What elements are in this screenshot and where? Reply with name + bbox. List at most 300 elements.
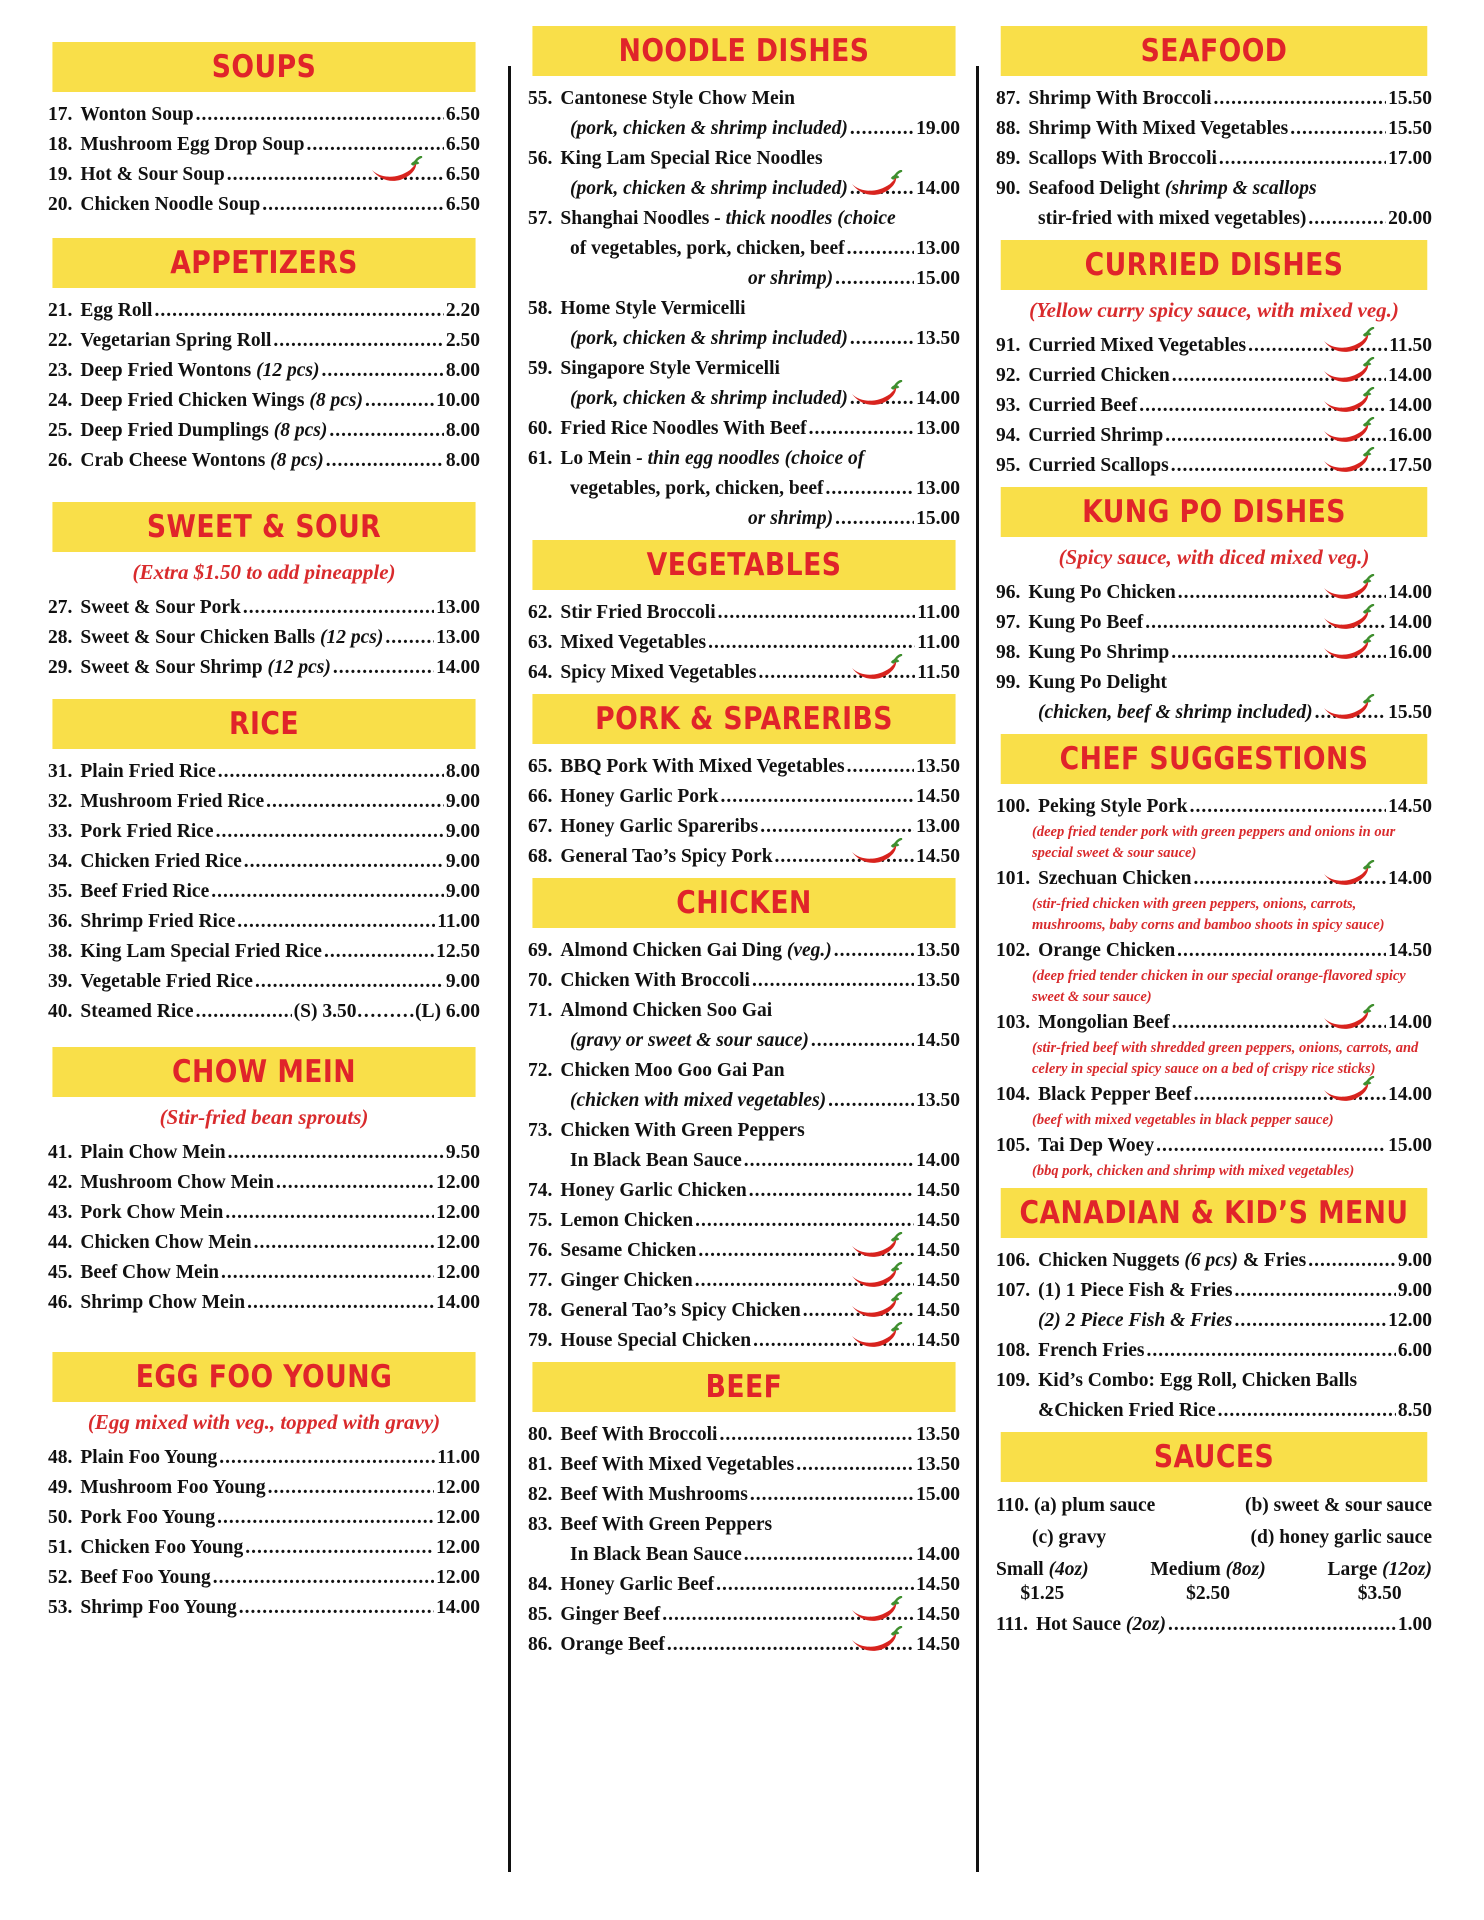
menu-item [48,757,480,787]
item-row [528,1510,960,1540]
size-price: $2.50 [1186,1583,1230,1604]
menu-item [528,1510,960,1570]
item-name [560,444,864,474]
item-price: 14.00 [436,1292,480,1313]
item-name-text: Honey Garlic Chicken [560,1180,747,1201]
item-number: 60. [528,418,553,439]
item-price: 16.00 [1388,425,1432,446]
section-seafood [996,26,1432,234]
item-price: 17.50 [1388,455,1432,476]
section-soups [48,42,480,220]
chili-pepper-icon [1322,694,1376,724]
size-label [1327,1558,1432,1582]
menu-column-2 [528,26,960,1666]
item-detail: (chicken, beef & shrimp included) [1038,702,1313,723]
section-header [528,694,960,744]
item-name [560,996,772,1026]
item-name-text: Chicken Foo Young [80,1537,244,1558]
item-row [48,1593,480,1623]
item-price: 8.00 [445,420,480,441]
menu-item [528,1480,960,1510]
section-title: VEGETABLES [532,540,955,590]
item-name-text: Chicken With Green Peppers [560,1120,805,1141]
item-price: 20.00 [1388,208,1432,229]
menu-item [48,446,480,476]
menu-item [996,864,1432,936]
item-price: 8.00 [445,761,480,782]
menu-item [528,752,960,782]
item-name [560,936,831,966]
item-detail: (pork, chicken & shrimp included) [570,178,848,199]
item-number: 97. [996,612,1021,633]
section-header [996,487,1432,537]
size-name: Large [1327,1559,1378,1580]
menu-item [996,1131,1432,1182]
item-number: 89. [996,148,1021,169]
item-price: 15.00 [916,268,960,289]
menu-item [48,1473,480,1503]
leader-dots [324,937,434,967]
item-row [48,1168,480,1198]
item-number: 105. [996,1135,1031,1156]
item-number: 68. [528,846,553,867]
item-name-text: Curried Beef [1028,395,1138,416]
item-continuation [528,1026,960,1056]
section-vegetables [528,540,960,688]
item-row [996,1366,1432,1396]
item-row [996,792,1432,822]
menu-items [48,757,480,1027]
menu-items [996,84,1432,234]
item-name-text: Curried Shrimp [1028,425,1164,446]
item-price: 14.50 [916,1180,960,1201]
menu-item [996,792,1432,864]
item-note: (8 pcs) [273,420,328,441]
item-name-text: Almond Chicken Gai Ding [560,940,782,961]
item-continuation [528,1086,960,1116]
item-row [528,1630,960,1660]
item-number: 29. [48,657,73,678]
item-name [80,1168,274,1198]
item-row [48,997,480,1027]
item-name [560,1056,784,1086]
item-name [80,296,152,326]
menu-item [48,160,480,190]
item-name-text: Tai Dep Woey [1038,1135,1155,1156]
menu-item [48,1258,480,1288]
item-number: 31. [48,761,73,782]
item-price: 6.50 [445,134,480,155]
item-name [1028,144,1217,174]
section-header [996,26,1432,76]
item-price: 1.00 [1397,1614,1432,1635]
section-header [528,1362,960,1412]
chili-pepper-icon [1322,357,1376,387]
item-name [560,752,844,782]
chili-pepper-icon [850,1596,904,1626]
leader-dots [1146,1336,1395,1366]
section-title: CHICKEN [532,878,955,928]
leader-dots [221,1258,434,1288]
item-number: 55. [528,88,553,109]
item-note: - thick noodles (choice [714,208,896,229]
item-number: 87. [996,88,1021,109]
item-row [48,653,480,683]
item-number: 39. [48,971,73,992]
item-price: 9.00 [1397,1280,1432,1301]
item-row [996,1080,1432,1110]
item-name-text: Curried Chicken [1028,365,1170,386]
item-name-text: Fried Rice Noodles With Beef [560,418,807,439]
chili-pepper-icon [850,1232,904,1262]
item-detail: (pork, chicken & shrimp included) [570,118,848,139]
menu-item [996,144,1432,174]
item-name [560,294,745,324]
chili-pepper-icon [850,380,904,410]
item-name-text: Pork Foo Young [80,1507,216,1528]
item-name [1028,361,1169,391]
menu-item [48,967,480,997]
menu-item [528,414,960,444]
item-name [560,842,772,872]
item-continuation [528,1146,960,1176]
section-title: CHOW MEIN [52,1047,475,1097]
section-sauces [996,1432,1432,1640]
section-title: EGG FOO YOUNG [52,1352,475,1402]
sauce-a: (a) plum sauce [1033,1495,1156,1516]
size-name: Medium [1150,1559,1221,1580]
menu-item [996,114,1432,144]
menu-item [528,936,960,966]
leader-dots [796,1450,914,1480]
item-price: 11.50 [917,662,960,683]
item-name [80,1198,223,1228]
menu-items [528,1420,960,1660]
menu-item [48,1288,480,1318]
item-row [996,1610,1432,1640]
item-price: 15.00 [916,508,960,529]
item-name [560,1450,794,1480]
section-chow-mein [48,1047,480,1318]
item-name-text: Steamed Rice [80,1001,194,1022]
section-header [48,502,480,552]
item-row [996,638,1432,668]
menu-column-1 [48,26,480,1629]
item-number: 44. [48,1232,73,1253]
item-name-text: Chicken Chow Mein [80,1232,252,1253]
item-row [996,144,1432,174]
item-price: 12.00 [436,1172,480,1193]
leader-dots [835,264,914,294]
item-name-text: Pork Fried Rice [80,821,214,842]
item-detail: In Black Bean Sauce [570,1544,742,1565]
section-title: APPETIZERS [52,238,475,288]
item-name [80,416,327,446]
item-price: 13.50 [916,328,960,349]
menu-item [528,1326,960,1356]
item-name [80,1228,251,1258]
item-row [48,356,480,386]
item-name [1038,1080,1191,1110]
item-row [48,1258,480,1288]
item-name-text: Chicken Nuggets [1038,1250,1180,1271]
menu-items [48,1443,480,1623]
item-price: 14.00 [1388,1012,1432,1033]
leader-dots [213,1563,434,1593]
item-price: 14.50 [1388,796,1432,817]
item-price: 14.00 [916,388,960,409]
item-name [80,653,330,683]
item-price: 14.50 [916,1240,960,1261]
leader-dots [273,326,443,356]
item-price: 13.00 [436,627,480,648]
item-price: 8.00 [445,360,480,381]
item-row [48,326,480,356]
item-number: 50. [48,1507,73,1528]
item-price: 14.50 [916,1300,960,1321]
item-row [528,1420,960,1450]
item-number: 56. [528,148,553,169]
leader-dots [1219,144,1386,174]
item-number: 103. [996,1012,1031,1033]
item-description: (stir-fried chicken with green peppers, onions, carrots, mushrooms, baby corns and bamboo shoots in spicy sauce) [1032,896,1385,933]
item-row [996,174,1432,204]
sauce-size [1327,1558,1432,1606]
item-price: 13.00 [916,418,960,439]
item-name-text: Vegetarian Spring Roll [80,330,272,351]
item-name [80,1258,219,1288]
item-row [48,1563,480,1593]
item-number: 33. [48,821,73,842]
chili-pepper-icon [1322,634,1376,664]
sauce-size [1150,1558,1265,1606]
item-detail: (2) 2 Piece Fish & Fries [1038,1310,1233,1331]
menu-items [48,593,480,683]
leader-dots [329,416,444,446]
item-price: 11.00 [437,1447,480,1468]
item-name [560,1600,660,1630]
item-name [80,386,363,416]
section-header [48,1047,480,1097]
item-number: 71. [528,1000,553,1021]
item-name-text: Sweet & Sour Pork [80,597,241,618]
item-row [48,847,480,877]
leader-dots [1235,1276,1396,1306]
item-name-text: Beef With Mushrooms [560,1484,748,1505]
chili-pepper-icon [1322,1076,1376,1106]
item-detail: (chicken with mixed vegetables) [570,1090,827,1111]
item-name-text: Scallops With Broccoli [1028,148,1217,169]
menu-item [528,204,960,294]
leader-dots [828,1086,914,1116]
item-price: 14.50 [916,1210,960,1231]
item-continuation [528,504,960,534]
item-name [560,782,718,812]
item-name [1036,1610,1166,1640]
leader-dots [811,1026,914,1056]
item-name-text: Peking Style Pork [1038,796,1188,817]
item-number: 93. [996,395,1021,416]
item-number: 99. [996,672,1021,693]
section-kids [996,1188,1432,1426]
menu-item [48,593,480,623]
item-name [80,907,235,937]
item-price: 2.20 [445,300,480,321]
item-row [996,1131,1432,1161]
item-price: 13.50 [916,1090,960,1111]
item-name-text: Singapore Style Vermicelli [560,358,780,379]
menu-item [528,1450,960,1480]
menu-item [528,294,960,354]
item-detail: or shrimp) [748,268,834,289]
section-curried [996,240,1432,481]
item-note: (shrimp & scallops [1164,178,1317,199]
item-price: 14.00 [1388,868,1432,889]
item-price: 14.50 [916,1574,960,1595]
leader-dots [321,356,443,386]
item-row [528,966,960,996]
leader-dots [228,1138,444,1168]
leader-dots [1234,1306,1386,1336]
leader-dots [744,1146,914,1176]
item-price: 12.00 [436,1232,480,1253]
item-price: 9.00 [445,881,480,902]
item-number: 79. [528,1330,553,1351]
item-price: 6.50 [445,104,480,125]
item-name-text: Hot & Sour Soup [80,164,225,185]
item-name-text: Mushroom Foo Young [80,1477,266,1498]
item-name-text: Orange Beef [560,1634,665,1655]
item-name-text: Shrimp Foo Young [80,1597,237,1618]
item-row [48,877,480,907]
item-price: 14.50 [916,1634,960,1655]
item-number: 109. [996,1370,1031,1391]
section-rice [48,699,480,1027]
menu-item [996,451,1432,481]
chili-pepper-icon [1322,604,1376,634]
item-price: 9.00 [445,791,480,812]
item-name-text: Shrimp With Mixed Vegetables [1028,118,1289,139]
item-price: 12.00 [436,1477,480,1498]
item-row [996,1276,1432,1306]
item-number: 23. [48,360,73,381]
item-price: 6.50 [445,194,480,215]
menu-item [996,174,1432,234]
section-sweet-sour [48,502,480,683]
item-name-text: Plain Chow Mein [80,1142,226,1163]
section-title: BEEF [532,1362,955,1412]
item-price: 9.00 [445,821,480,842]
item-continuation [528,474,960,504]
item-name [560,1236,696,1266]
menu-item [48,386,480,416]
menu-item [48,997,480,1027]
menu-item [996,1246,1432,1276]
item-number: 76. [528,1240,553,1261]
item-price: 12.50 [436,941,480,962]
item-row [48,296,480,326]
item-number: 22. [48,330,73,351]
item-row [48,1138,480,1168]
menu-item [996,638,1432,668]
menu-item [528,1630,960,1660]
item-row [528,996,960,1026]
item-row [996,864,1432,894]
item-number: 49. [48,1477,73,1498]
menu-item [996,668,1432,728]
item-number: 26. [48,450,73,471]
item-name-text: Kung Po Delight [1028,672,1168,693]
item-name [1028,668,1167,698]
menu-item [48,190,480,220]
item-detail: In Black Bean Sauce [570,1150,742,1171]
section-header [996,734,1432,784]
item-row [528,204,960,234]
menu-item [48,296,480,326]
section-beef [528,1362,960,1660]
item-name [560,1266,692,1296]
sauce-b: (b) sweet & sour sauce [1244,1495,1432,1516]
item-number: 88. [996,118,1021,139]
item-name [560,812,758,842]
leader-dots [244,847,444,877]
leader-dots [154,296,443,326]
sauce-number: 110. [996,1495,1030,1516]
item-row [528,658,960,688]
leader-dots [326,446,444,476]
item-number: 100. [996,796,1031,817]
leader-dots [243,593,434,623]
item-row [48,757,480,787]
item-continuation [528,324,960,354]
item-row [48,190,480,220]
menu-items [996,331,1432,481]
item-name [1028,84,1211,114]
item-name [560,598,715,628]
chili-pepper-icon [1322,327,1376,357]
menu-item [996,1008,1432,1080]
leader-dots [237,907,435,937]
menu-items [528,598,960,688]
item-name [80,593,241,623]
leader-dots [825,474,914,504]
item-name-text: Home Style Vermicelli [560,298,746,319]
menu-item [528,1056,960,1116]
chili-pepper-icon [850,838,904,868]
item-price: 13.50 [916,1424,960,1445]
item-name-text: Mushroom Egg Drop Soup [80,134,305,155]
item-row [528,1450,960,1480]
menu-items [996,1246,1432,1426]
section-note: (Spicy sauce, with diced mixed veg.) [1058,545,1370,569]
menu-item [528,658,960,688]
item-number: 74. [528,1180,553,1201]
size-price: $3.50 [1357,1583,1402,1604]
item-name [560,414,806,444]
item-name [80,877,209,907]
menu-item [48,937,480,967]
item-number: 21. [48,300,73,321]
item-name-text: Chicken Fried Rice [80,851,242,872]
leader-dots [749,1176,914,1206]
item-name-text: Ginger Chicken [560,1270,693,1291]
item-price: 11.50 [1389,335,1432,356]
item-name [80,757,215,787]
menu-item [528,996,960,1056]
item-number: 94. [996,425,1021,446]
item-description: (beef with mixed vegetables in black pepper sauce) [1032,1112,1334,1128]
item-name [560,1480,747,1510]
